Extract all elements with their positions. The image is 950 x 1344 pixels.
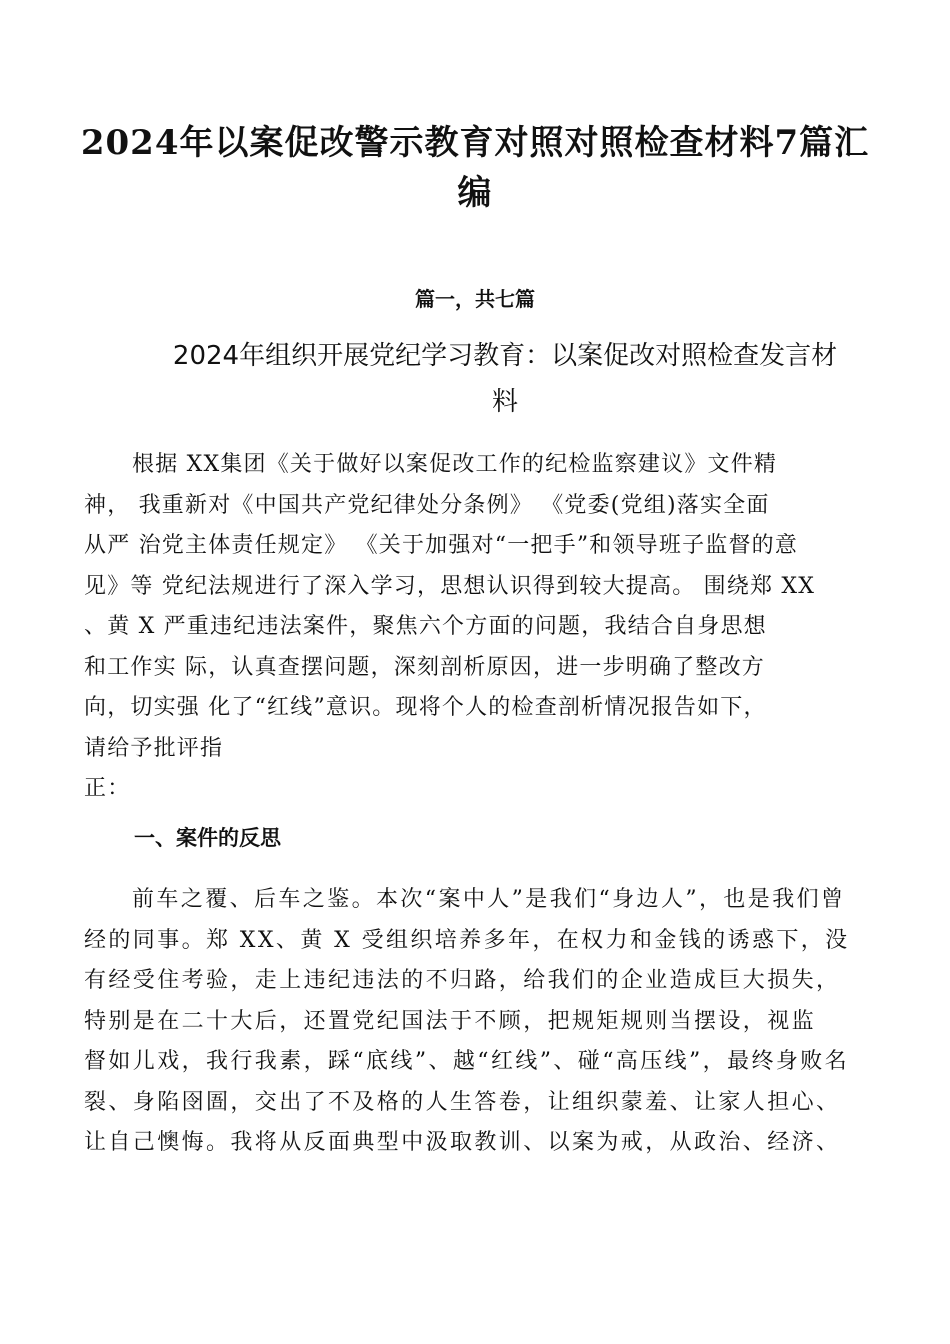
intro-line: 和工作实 际，认真查摆问题，深刻剖析原因，进一步明确了整改方 [84,654,765,680]
article-title-line-2: 料 [491,387,518,417]
intro-line: 、黄 X 严重违纪违法案件，聚焦六个方面的问题，我结合自身思想 [84,614,767,639]
intro-line: 从严 治党主体责任规定》 《关于加强对“一把手”和领导班子监督的意 [84,533,799,558]
section-label: 篇一，共七篇 [415,287,535,311]
section-heading: 一、案件的反思 [134,826,281,850]
body-line: 特别是在二十大后，还置党纪国法于不顾，把规矩规则当摆设，视监 [84,1008,817,1034]
intro-line: 神， 我重新对《中国共产党纪律处分条例》 《党委(党组)落实全面 [84,492,770,518]
document-title [60,118,890,218]
intro-line: 根据 XX集团《关于做好以案促改工作的纪检监察建议》文件精 [132,452,778,477]
body-line: 让自己懊悔。我将从反面典型中汲取教训、以案为戒，从政治、经济、 [84,1130,841,1155]
body-line: 前车之覆、后车之鉴。本次“案中人”是我们“身边人”，也是我们曾 [132,887,846,912]
body-line: 裂、身陷囹圄，交出了不及格的人生答卷，让组织蒙羞、让家人担心、 [84,1089,841,1115]
body-line: 经的同事。郑 XX、黄 X 受组织培养多年，在权力和金钱的诱惑下，没 [84,927,850,953]
document-title-line-1: 2024年以案促改警示教育对照对照检查材料7篇汇 [80,123,870,163]
intro-line: 向，切实强 化了“红线”意识。现将个人的检查剖析情况报告如下， [84,695,767,720]
intro-paragraph [84,445,904,810]
article-title-line-1: 2024年组织开展党纪学习教育：以案促改对照检查发言材 [172,341,838,371]
body-line: 督如儿戏，我行我素，踩“底线”、越“红线”、碰“高压线”，最终身败名 [84,1049,850,1074]
body-paragraph [84,880,904,1164]
document-title-line-2: 编 [457,173,493,213]
intro-line: 见》等 党纪法规进行了深入学习，思想认识得到较大提高。 围绕郑 XX [84,573,816,599]
body-line: 有经受住考验，走上违纪违法的不归路，给我们的企业造成巨大损失， [84,968,841,993]
intro-line: 请给予批评指 [84,735,224,761]
intro-line: 正： [84,776,131,801]
article-title [125,333,885,425]
